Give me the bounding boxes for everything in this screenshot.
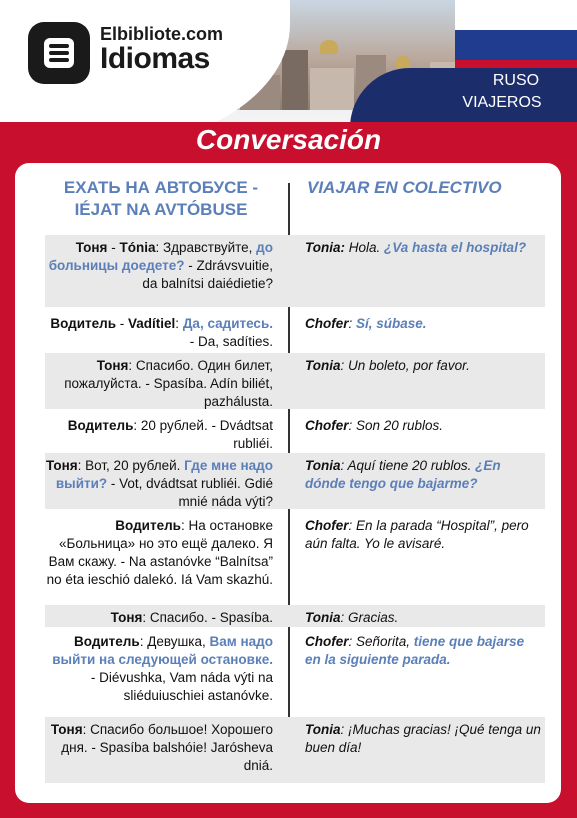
audience-tag: VIAJEROS (462, 94, 542, 111)
russian-line (45, 609, 273, 627)
dialogue-text: - Da, sadíties. (189, 334, 273, 349)
brand-name: Idiomas (100, 42, 210, 75)
dialogue-text: - Vot, dvádtsat rubliéi. Gdié mnié náda výti? (107, 476, 273, 509)
dialogue-text: : ¡Muchas gracias! ¡Qué tenga un buen día! (305, 722, 541, 755)
russian-line (45, 315, 273, 351)
dialogue-text: : En la parada “Hospital”, pero aún falta. Yo le avisaré. (305, 518, 529, 551)
speaker-name: Tonia (305, 458, 341, 473)
spanish-line (305, 633, 541, 669)
speaker-name: Водитель (74, 634, 140, 649)
speaker-name: Тоня (50, 722, 83, 737)
dialogue-text: : На остановке «Больница» но это ещё далеко. Я Вам скажу. - Na astanóvke “Balnítsa” no éta ieschió dalekó. Iá Vam skazhú. (46, 518, 273, 587)
table-row (45, 605, 545, 627)
russian-line (45, 457, 273, 511)
dialogue-text: : Здравствуйте, (155, 240, 257, 255)
table-row (45, 717, 545, 783)
speaker-name: Chofer (305, 634, 349, 649)
spanish-line (305, 357, 541, 375)
page-title: Conversación (195, 124, 382, 155)
dialogue-text: : Son 20 rublos. (348, 418, 444, 433)
dialogue-text: : Спасибо. Один билет, пожалуйста. - Spasíba. Adín biliét, pazhálusta. (64, 358, 273, 409)
dialogue-text: : Спасибо. - Spasíba. (142, 610, 273, 625)
highlight-text: tiene que bajarse en la siguiente parada. (305, 634, 525, 667)
language-tag: RUSO (492, 72, 540, 89)
speaker-name: Водитель (50, 316, 117, 331)
dialogue-text: : (175, 316, 183, 331)
dialogue-text: : Вот, 20 рублей. (77, 458, 185, 473)
speaker-name: Тоня (75, 240, 108, 255)
dialogue-text: Hola. (345, 240, 385, 255)
highlight-text: до больницы доедете? (48, 240, 273, 273)
speaker-name: Tónia (119, 240, 156, 255)
dialogue-text: : Спасибо большое! Хорошего дня. - Spasíba balshóie! Jarósheva dniá. (61, 722, 273, 773)
dialogue-text: : 20 рублей. - Dvádtsat rubliéi. (133, 418, 273, 451)
brand-site: Elbibliote.com (100, 24, 224, 44)
left-heading-line1: ЕХАТЬ НА АВТОБУСЕ - (63, 178, 259, 197)
highlight-text: ¿En dónde tengo que bajarme? (305, 458, 501, 491)
spanish-line (305, 609, 541, 627)
spanish-line (305, 239, 541, 257)
left-heading-line2: IÉJAT NA AVTÓBUSE (74, 200, 248, 219)
speaker-name: Chofer (305, 316, 349, 331)
speaker-name: Тоня (110, 610, 143, 625)
dialogue-text: : Un boleto, por favor. (340, 358, 470, 373)
speaker-name: Tonia (305, 610, 341, 625)
dialogue-text: : Aquí tiene 20 rublos. (340, 458, 476, 473)
russian-line (45, 357, 273, 411)
highlight-text: Вам надо выйти на следующей остановке. (52, 634, 273, 667)
table-row (45, 413, 545, 449)
dialogue-text: : Señorita, (348, 634, 414, 649)
speaker-name: Chofer (305, 518, 349, 533)
russian-line (45, 417, 273, 453)
dialogue-text: - Diévushka, Vam náda výti na sliéduiuschiei astanóvke. (90, 670, 273, 703)
speaker-name: Tonia (305, 358, 341, 373)
speaker-name: Водитель (115, 518, 181, 533)
conversation-card (15, 163, 561, 803)
dialogue-text: : Gracias. (340, 610, 399, 625)
book-icon (40, 34, 78, 72)
spanish-line (305, 417, 541, 435)
right-column-heading: VIAJAR EN COLECTIVO (307, 178, 502, 197)
speaker-name: Tonia (305, 722, 341, 737)
speaker-name: Vadítiel (128, 316, 176, 331)
flag-white-stripe (455, 0, 577, 30)
left-column-heading (45, 177, 277, 221)
table-row (45, 513, 545, 603)
russian-line (45, 633, 273, 705)
russian-line (45, 517, 273, 589)
table-row (45, 453, 545, 509)
flag-blue-stripe (455, 30, 577, 60)
spanish-line (305, 457, 541, 493)
speaker-name: Тоня (45, 458, 78, 473)
table-row (45, 353, 545, 409)
speaker-name: Tonia: (305, 240, 345, 255)
spanish-line (305, 721, 541, 757)
dialogue-text: : (348, 316, 357, 331)
dialogue-text: : Девушка, (139, 634, 210, 649)
table-row (45, 629, 545, 715)
dialogue-text: - (107, 240, 120, 255)
highlight-text: Где мне надо выйти? (55, 458, 273, 491)
dialogue-text: - Zdrávsvuitie, da balnítsi daiédietie? (142, 258, 273, 291)
dialogue-text: - (116, 316, 129, 331)
spanish-line (305, 517, 541, 553)
highlight-text: ¿Va hasta el hospital? (384, 240, 527, 255)
spanish-line (305, 315, 541, 333)
speaker-name: Chofer (305, 418, 349, 433)
russian-line (45, 721, 273, 775)
header-banner (0, 0, 577, 122)
highlight-text: Sí, súbase. (356, 316, 427, 331)
table-row (45, 311, 545, 349)
russian-line (45, 239, 273, 293)
table-row (45, 235, 545, 307)
highlight-text: Да, садитесь. (182, 316, 273, 331)
speaker-name: Тоня (96, 358, 129, 373)
speaker-name: Водитель (67, 418, 134, 433)
